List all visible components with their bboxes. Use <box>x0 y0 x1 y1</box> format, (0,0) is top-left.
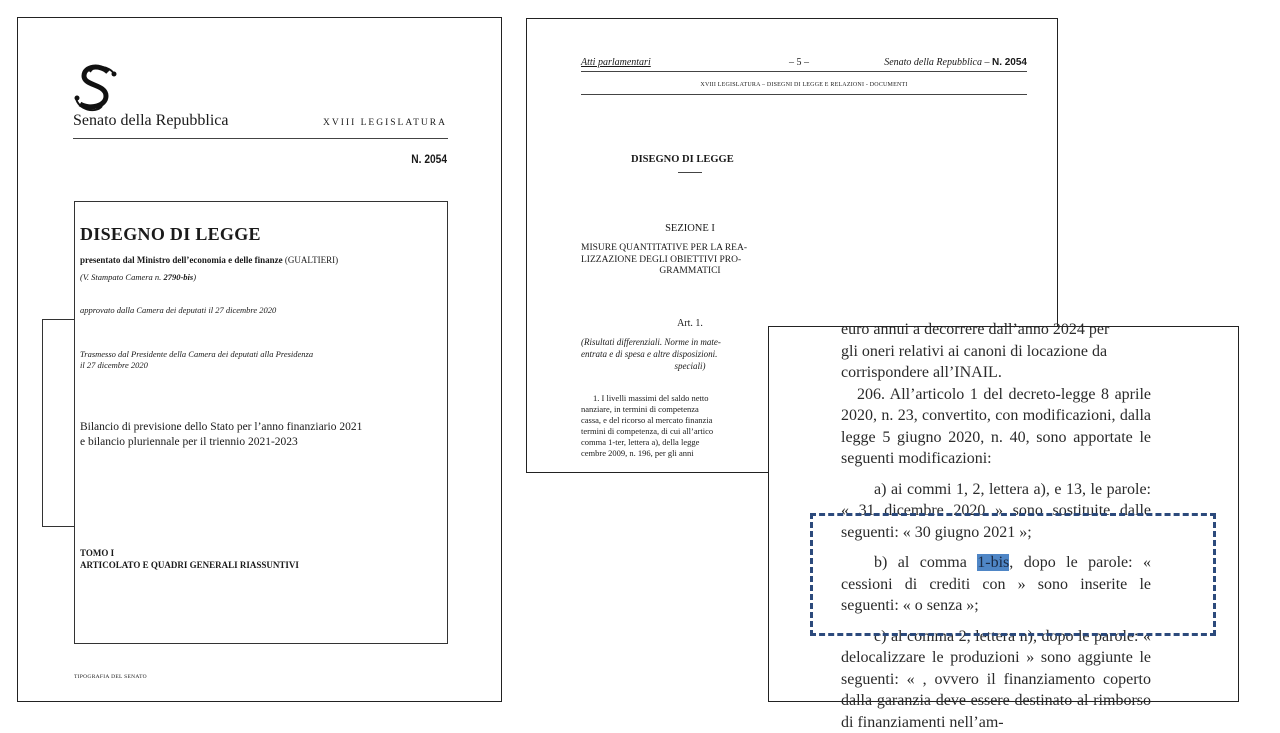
section-subtitle-line-3: GRAMMATICI <box>581 266 799 278</box>
binding-bracket <box>42 319 74 527</box>
section-subtitle-line-2: LIZZAZIONE DEGLI OBIETTIVI PRO- <box>581 255 799 267</box>
heading-divider <box>678 172 702 173</box>
approval-note: approvato dalla Camera dei deputati il 27 dicembre 2020 <box>80 305 276 315</box>
header-left: Atti parlamentari <box>581 57 651 68</box>
bill-number: N. 2054 <box>411 152 447 166</box>
section-subtitle <box>581 243 799 278</box>
item-b-suffix: , dopo le parole: « cessioni di crediti con » sono inserite le seguenti: « o senza »; <box>841 554 1151 614</box>
excerpt-line-b: gli oneri relativi ai canoni di locazione da <box>841 341 1151 363</box>
header-rule-bottom <box>581 94 1027 95</box>
tome-block <box>80 547 299 571</box>
legislature-label: XVIII LEGISLATURA <box>323 118 447 128</box>
article-title: Art. 1. <box>581 318 799 329</box>
item-a: a) ai commi 1, 2, lettera a), e 13, le parole: « 31 dicembre 2020 » sono sostituite dalle seguenti: « 30 giugno 2021 »; <box>841 479 1151 544</box>
excerpt-line-a: euro annui a decorrere dall’anno 2024 per <box>841 319 1151 341</box>
subject-line-1: Bilancio di previsione dello Stato per l’anno finanziario 2021 <box>80 420 420 435</box>
presenter-text: presentato dal Ministro dell’economia e delle finanze <box>80 255 283 265</box>
stamp-suffix: ) <box>193 272 196 282</box>
subject-line-2: e bilancio pluriennale per il triennio 2021-2023 <box>80 435 420 450</box>
tome-label: TOMO I <box>80 547 299 559</box>
body-line-6: cembre 2009, n. 196, per gli anni <box>581 448 799 459</box>
body-line-2: nanziare, in termini di competenza <box>581 404 799 415</box>
tome-subtitle: ARTICOLATO E QUADRI GENERALI RIASSUNTIVI <box>80 559 299 571</box>
page-number: – 5 – <box>789 57 809 68</box>
senate-logo-icon <box>70 62 124 116</box>
paragraph-206: 206. All’articolo 1 del decreto-legge 8 aprile 2020, n. 23, convertito, con modificazioni, dalla legge 5 giugno 2020, n. 40, sono apportate le seguenti modificazioni: <box>841 384 1151 470</box>
body-line-1: 1. I livelli massimi del saldo netto <box>581 393 799 404</box>
bill-title: DISEGNO DI LEGGE <box>80 224 261 245</box>
header-subtitle: XVIII LEGISLATURA – DISEGNI DI LEGGE E RELAZIONI - DOCUMENTI <box>581 82 1027 88</box>
bill-heading: DISEGNO DI LEGGE <box>631 154 734 165</box>
excerpt-line-c: corrispondere all’INAIL. <box>841 362 1151 384</box>
stamp-prefix: (V. Stampato Camera n. <box>80 272 163 282</box>
rubric-line-2: entrata e di spesa e altre disposizioni. <box>581 348 799 360</box>
transmission-note <box>80 349 380 371</box>
presenter-line <box>80 255 338 265</box>
highlighted-term[interactable]: 1-bis <box>977 554 1009 571</box>
body-line-4: termini di competenza, di cui all’artico <box>581 426 799 437</box>
printer-label: TIPOGRAFIA DEL SENATO <box>74 674 147 680</box>
chamber-reference <box>80 272 196 282</box>
stamp-number: 2790-bis <box>163 272 193 282</box>
transmission-line-1: Trasmesso dal Presidente della Camera dei deputati alla Presidenza <box>80 349 380 360</box>
rubric-line-3: speciali) <box>581 360 799 372</box>
item-b-prefix: b) al comma <box>874 554 977 571</box>
header-divider <box>73 138 448 139</box>
header-bill-number: N. 2054 <box>992 57 1027 68</box>
item-c: c) al comma 2, lettera n), dopo le parole: « delocalizzare le produzioni » sono aggiunte le seguenti: « , ovvero il finanziamento coperto dalla garanzia deve essere destinato al rimborso di finanziamenti nell’am- <box>841 626 1151 733</box>
header-rule-top <box>581 71 1027 72</box>
bill-subject <box>80 420 420 450</box>
institution-name: Senato della Repubblica <box>73 112 229 130</box>
rubric-line-1: (Risultati differenziali. Norme in mate- <box>581 336 799 348</box>
section-title: SEZIONE I <box>581 223 799 234</box>
minister-name: (GUALTIERI) <box>285 255 338 265</box>
header-right-text: Senato della Repubblica – <box>884 57 989 68</box>
article-rubric <box>581 336 799 372</box>
cover-page <box>17 17 502 702</box>
header-right <box>884 57 1027 68</box>
body-line-5: comma 1-ter, lettera a), della legge <box>581 437 799 448</box>
section-subtitle-line-1: MISURE QUANTITATIVE PER LA REA- <box>581 243 799 255</box>
article-body <box>581 393 799 459</box>
focus-highlight-box <box>810 513 1216 636</box>
bill-frame <box>74 201 448 644</box>
body-line-3: cassa, e del ricorso al mercato finanzia <box>581 415 799 426</box>
transmission-line-2: il 27 dicembre 2020 <box>80 360 380 371</box>
